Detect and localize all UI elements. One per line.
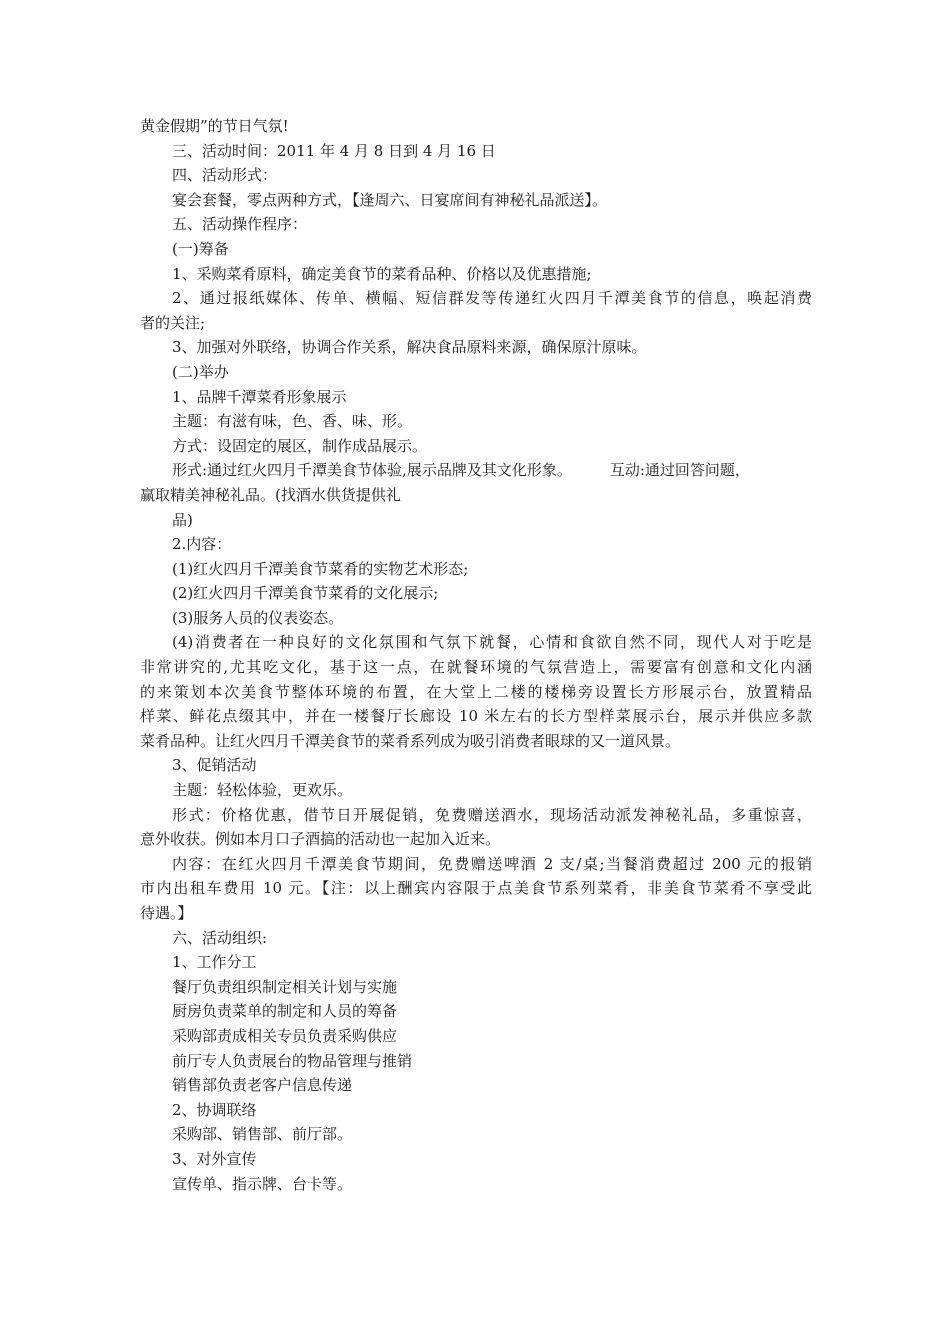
text-line: 前厅专人负责展台的物品管理与推销 — [172, 1051, 413, 1070]
subsection-heading-hold: (二)举办 — [172, 362, 229, 381]
text-line: 的来策划本次美食节整体环境的布置，在大堂上二楼的楼梯旁设置长方形展示台，放置精品 — [140, 682, 812, 701]
section-heading-organization: 六、活动组织: — [172, 928, 268, 947]
text-line: 厨房负责菜单的制定和人员的筹备 — [172, 1002, 398, 1021]
text-line: 2.内容： — [172, 535, 232, 554]
text-line: 1、工作分工 — [172, 953, 257, 972]
text-segment: 形式:通过红火四月千潭美食节体验,展示品牌及其文化形象。 — [172, 461, 572, 480]
text-line: 1、采购菜肴原料，确定美食节的菜肴品种、价格以及优惠措施; — [172, 264, 592, 283]
text-line: 意外收获。例如本月口子酒搞的活动也一起加入近来。 — [140, 830, 501, 849]
text-line: 方式：设固定的展区，制作成品展示。 — [172, 436, 428, 455]
text-line: 者的关注; — [140, 313, 206, 332]
text-line: 采购部责成相关专员负责采购供应 — [172, 1026, 398, 1045]
text-line: 3、加强对外联络，协调合作关系，解决食品原料来源，确保原汁原味。 — [172, 338, 647, 357]
text-line: 黄金假期”的节日气氛! — [140, 117, 289, 135]
text-line: 主题：轻松体验，更欢乐。 — [172, 781, 353, 800]
text-line: 3、对外宣传 — [172, 1149, 257, 1168]
list-item: (2)红火四月千潭美食节菜肴的文化展示; — [172, 584, 439, 603]
text-line: 1、品牌千潭菜肴形象展示 — [172, 387, 347, 406]
text-line: 餐厅负责组织制定相关计划与实施 — [172, 977, 398, 996]
section-heading-form: 四、活动形式： — [172, 166, 278, 185]
text-segment: 互动:通过回答问题， — [609, 461, 750, 480]
text-line: 形式：价格优惠，借节日开展促销，免费赠送酒水，现场活动派发神秘礼品，多重惊喜， — [172, 805, 812, 824]
text-line: 菜肴品种。让红火四月千潭美食节的菜肴系列成为吸引消费者眼球的又一道风景。 — [140, 731, 681, 750]
text-line: 3、促销活动 — [172, 756, 257, 775]
text-line: 品) — [172, 510, 193, 529]
list-item: (3)服务人员的仪表姿态。 — [172, 608, 344, 627]
text-line: 内容：在红火四月千潭美食节期间，免费赠送啤酒 2 支/桌;当餐消费超过 200 元的报销 — [172, 854, 812, 873]
text-line-form-interaction — [140, 458, 812, 483]
section-heading-procedure: 五、活动操作程序： — [172, 215, 308, 234]
text-line: 非常讲究的,尤其吃文化，基于这一点，在就餐环境的气氛营造上，需要富有创意和文化内涵 — [140, 658, 812, 677]
section-heading-time: 三、活动时间：2011 年 4 月 8 日到 4 月 16 日 — [172, 141, 496, 160]
text-line: 待遇。】 — [140, 904, 193, 922]
text-line: 宴会套餐，零点两种方式，【逢周六、日宴席间有神秘礼品派送】。 — [172, 190, 608, 209]
list-item: (4)消费者在一种良好的文化氛围和气氛下就餐，心情和食欲自然不同，现代人对于吃是 — [172, 633, 812, 652]
text-line: 宣传单、指示牌、台卡等。 — [172, 1174, 353, 1193]
subsection-heading-prepare: (一)筹备 — [172, 239, 229, 258]
list-item: (1)红火四月千潭美食节菜肴的实物艺术形态; — [172, 559, 469, 578]
text-line: 2、协调联络 — [172, 1100, 257, 1119]
text-line: 采购部、销售部、前厅部。 — [172, 1125, 353, 1144]
text-line: 销售部负责老客户信息传递 — [172, 1076, 353, 1095]
text-line: 赢取精美神秘礼品。(找酒水供货提供礼 — [140, 485, 401, 504]
text-line: 主题：有滋有味，色、香、味、形。 — [172, 412, 413, 431]
text-line: 2、通过报纸媒体、传单、横幅、短信群发等传递红火四月千潭美食节的信息，唤起消费 — [172, 289, 812, 308]
text-line: 样菜、鲜花点缀其中，并在一楼餐厅长廊设 10 米左右的长方型样菜展示台，展示并供应多款 — [140, 707, 812, 726]
document-page — [140, 114, 812, 1196]
text-line: 市内出租车费用 10 元。【注：以上酬宾内容限于点美食节系列菜肴，非美食节菜肴不享受此 — [140, 879, 812, 898]
